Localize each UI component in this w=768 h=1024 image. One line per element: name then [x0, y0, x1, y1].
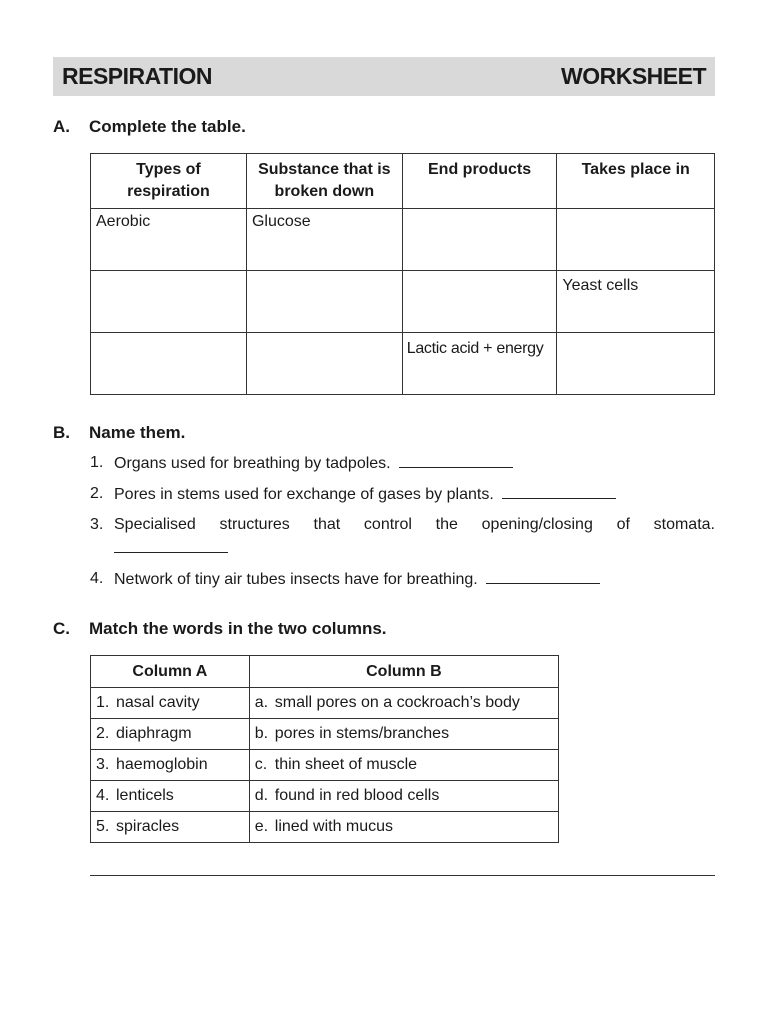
column-a-cell[interactable] [91, 750, 250, 781]
column-a-cell[interactable] [91, 781, 250, 812]
item-letter: b. [254, 725, 269, 742]
table-cell[interactable] [246, 271, 402, 333]
answer-blank[interactable] [114, 539, 228, 553]
worksheet-header [53, 57, 715, 96]
item-letter: e. [254, 818, 269, 835]
section-b-title: Name them. [89, 423, 186, 442]
table-cell[interactable] [91, 271, 247, 333]
table-cell[interactable] [91, 333, 247, 395]
item-word: opening/closing [481, 516, 593, 533]
item-word: the [435, 516, 458, 533]
table-row [91, 719, 559, 750]
section-c-heading [53, 619, 387, 639]
header-title: RESPIRATION [62, 63, 212, 89]
item-text [114, 516, 715, 534]
column-a-cell[interactable] [91, 688, 250, 719]
table-cell[interactable] [402, 209, 557, 271]
list-item [90, 454, 715, 473]
item-text: nasal cavity [116, 694, 200, 711]
section-b-heading [53, 423, 185, 443]
item-text: spiracles [116, 818, 180, 835]
answer-blank[interactable] [486, 570, 600, 584]
column-b-cell[interactable] [249, 750, 558, 781]
table-row [91, 209, 715, 271]
table-row [91, 688, 559, 719]
table-cell: Yeast cells [557, 271, 715, 333]
section-b-letter: B. [53, 423, 70, 442]
item-text: found in red blood cells [274, 787, 440, 804]
table-row [91, 750, 559, 781]
list-item [90, 516, 715, 534]
table-row [91, 812, 559, 843]
item-text: pores in stems/branches [274, 725, 450, 742]
item-word: structures [219, 516, 290, 533]
item-number: 1. [96, 694, 110, 711]
column-header: End products [402, 154, 557, 209]
column-header: Takes place in [557, 154, 715, 209]
section-c-letter: C. [53, 619, 70, 638]
table-header-row [91, 154, 715, 209]
answer-line[interactable] [90, 875, 715, 876]
column-header: Column B [249, 656, 558, 688]
column-header: Types of respiration [91, 154, 247, 209]
item-number: 4. [90, 570, 104, 587]
column-b-cell[interactable] [249, 719, 558, 750]
item-number: 5. [96, 818, 110, 835]
item-word: Specialised [114, 516, 196, 533]
item-number: 2. [96, 725, 110, 742]
item-text: Pores in stems used for exchange of gases by plants. [114, 486, 494, 503]
answer-blank[interactable] [502, 485, 616, 499]
list-item-continuation [114, 539, 739, 553]
list-item [90, 485, 715, 504]
item-word: control [363, 516, 412, 533]
column-b-cell[interactable] [249, 781, 558, 812]
column-a-cell[interactable] [91, 719, 250, 750]
column-header: Substance that is broken down [246, 154, 402, 209]
table-row [91, 781, 559, 812]
item-number: 2. [90, 485, 104, 502]
respiration-table [90, 153, 715, 395]
table-cell: Glucose [246, 209, 402, 271]
item-text: lined with mucus [274, 818, 394, 835]
item-letter: c. [254, 756, 268, 773]
table-cell[interactable] [402, 271, 557, 333]
item-word: stomata. [653, 516, 715, 533]
section-c-title: Match the words in the two columns. [89, 619, 387, 638]
item-text: thin sheet of muscle [274, 756, 418, 773]
answer-blank[interactable] [399, 454, 513, 468]
table-cell: Aerobic [91, 209, 247, 271]
header-label: WORKSHEET [561, 63, 706, 89]
table-cell[interactable] [557, 209, 715, 271]
section-a-heading [53, 117, 246, 137]
match-table [90, 655, 559, 843]
item-text: lenticels [116, 787, 174, 804]
table-header-row [91, 656, 559, 688]
column-header: Column A [91, 656, 250, 688]
section-a-letter: A. [53, 117, 70, 136]
item-letter: d. [254, 787, 269, 804]
item-number: 3. [90, 516, 104, 533]
item-text: haemoglobin [116, 756, 208, 773]
item-number: 1. [90, 454, 104, 471]
table-cell: Lactic acid + energy [402, 333, 557, 395]
item-number: 3. [96, 756, 110, 773]
column-a-cell[interactable] [91, 812, 250, 843]
table-cell[interactable] [246, 333, 402, 395]
item-text: Network of tiny air tubes insects have for breathing. [114, 571, 478, 588]
column-b-cell[interactable] [249, 688, 558, 719]
item-text: Organs used for breathing by tadpoles. [114, 455, 391, 472]
table-row [91, 333, 715, 395]
item-number: 4. [96, 787, 110, 804]
list-item [90, 570, 715, 589]
table-cell[interactable] [557, 333, 715, 395]
table-row [91, 271, 715, 333]
item-word: that [313, 516, 341, 533]
item-text: small pores on a cockroach’s body [274, 694, 520, 711]
item-letter: a. [254, 694, 269, 711]
item-text: diaphragm [116, 725, 192, 742]
item-word: of [616, 516, 630, 533]
section-a-title: Complete the table. [89, 117, 246, 136]
column-b-cell[interactable] [249, 812, 558, 843]
